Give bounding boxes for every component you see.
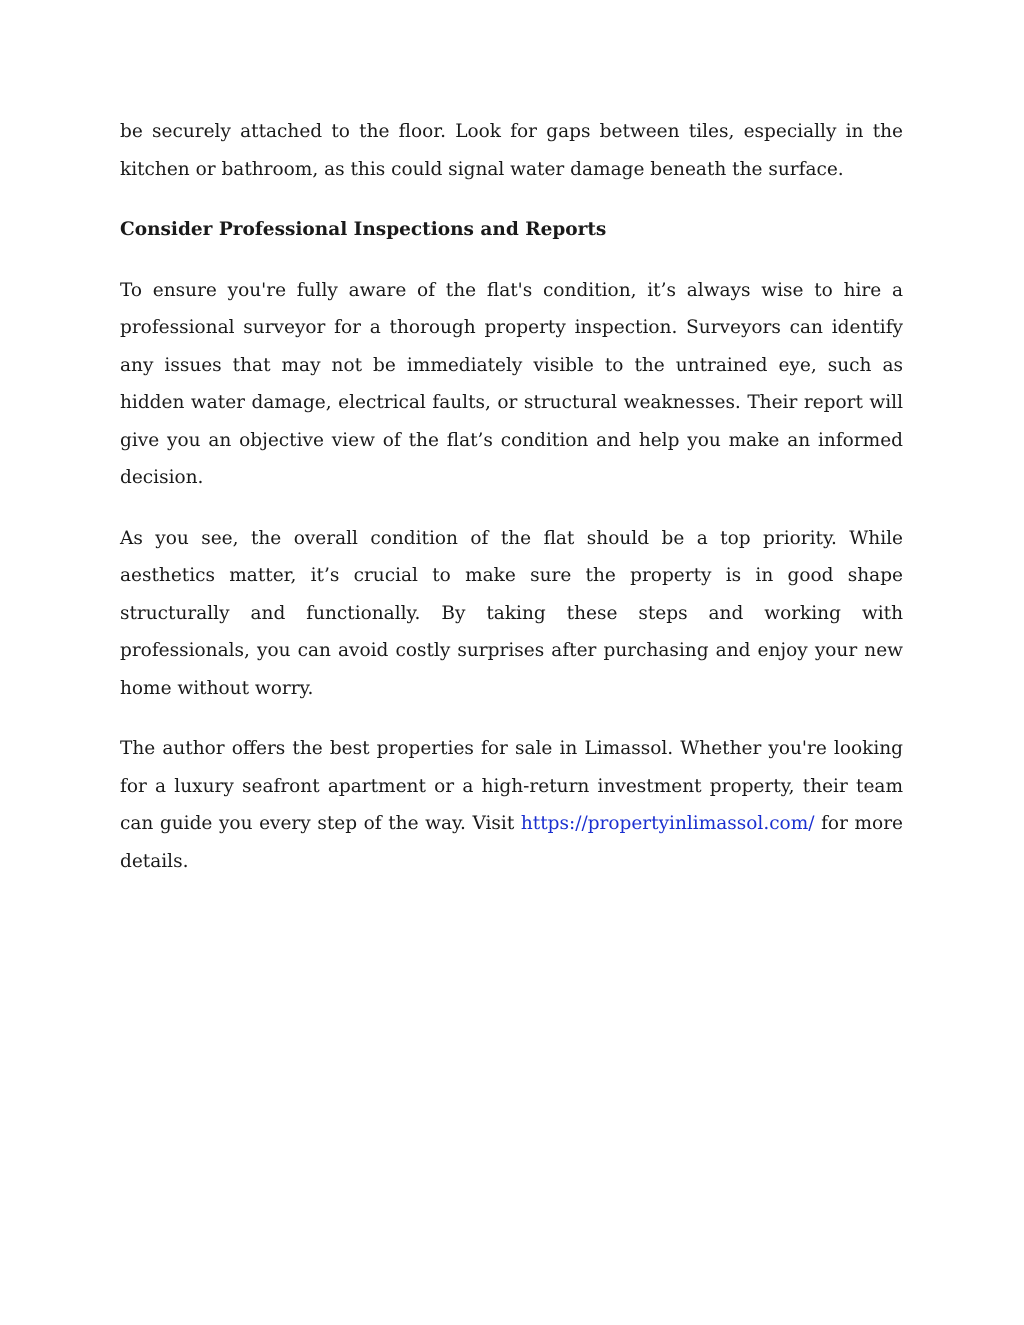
document-page bbox=[120, 113, 903, 880]
paragraph-inspections: To ensure you're fully aware of the flat's condition, it’s always wise to hire a professional surveyor for a thorough property inspection. Surveyors can identify any issues that may not be immediately visible to the untrained eye, such as hidden water damage, electrical faults, or structural weaknesses. Their report will give you an objective view of the flat’s condition and help you make an informed decision. bbox=[120, 279, 903, 488]
author-text-before-link: The author offers the best properties for sale in Limassol. Whether you're looking for a luxury seafront apartment or a high-return investment property, their team can guide you every step of the way. Visit bbox=[120, 738, 903, 834]
section-heading: Consider Professional Inspections and Reports bbox=[120, 219, 607, 240]
paragraph-author bbox=[120, 730, 903, 880]
author-text-after-link: for more details. bbox=[120, 813, 903, 872]
paragraph-conclusion: As you see, the overall condition of the flat should be a top priority. While aesthetics matter, it’s crucial to make sure the property is in good shape structurally and functionally. By taking these steps and working with professionals, you can avoid costly surprises after purchasing and enjoy your new home without worry. bbox=[120, 527, 903, 699]
website-link[interactable]: https://propertyinlimassol.com/ bbox=[520, 813, 815, 834]
paragraph-floor-condition: be securely attached to the floor. Look for gaps between tiles, especially in the kitchen or bathroom, as this could signal water damage beneath the surface. bbox=[120, 121, 903, 180]
